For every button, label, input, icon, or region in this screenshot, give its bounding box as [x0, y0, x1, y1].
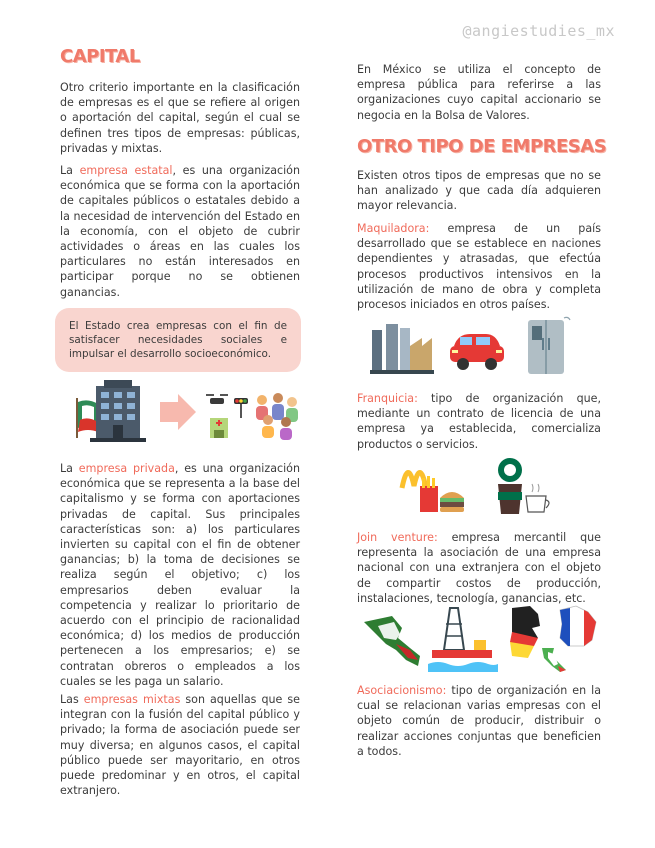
joint-venture-illustration: [362, 604, 600, 674]
asociacionismo-paragraph: Asociacionismo: tipo de organización en la cual se relacionan varias empresas con el objeto común de producir, distribuir o realizar acciones conjuntas que beneficien a todos.: [357, 684, 601, 758]
arrow-right-icon: [160, 394, 196, 430]
maquiladora-term: Maquiladora:: [357, 222, 430, 235]
privada-term: empresa privada: [78, 462, 175, 475]
mixtas-paragraph: Las empresas mixtas son aquellas que se integran con la fusión del capital público y privado; la forma de asociación puede ser muy diversa; en algunos casos, el capital público puede ser mayoritario, en otros puede predominar y en otros, el capital extranjero.: [60, 693, 300, 798]
government-building-icon: [90, 380, 146, 442]
callout-text: El Estado crea empresas con el fin de satisfacer necesidades sociales e impulsar el desarrollo socioeconómico.: [69, 320, 287, 361]
flag-icon: [76, 398, 98, 438]
car-icon: [450, 334, 504, 370]
refrigerator-icon: [528, 317, 570, 374]
germany-map-icon: [510, 606, 540, 658]
capital-intro: Otro criterio importante en la clasificación de empresas es el que se refiere al origen o aportación del capital, según el cual se definen tres tipos de empresas: públicas, privadas y mixtas.: [60, 81, 300, 155]
otro-tipo-heading: OTRO TIPO DE EMPRESAS: [357, 136, 607, 157]
mexico-map-icon: [364, 616, 420, 666]
estatal-term: empresa estatal: [79, 164, 173, 177]
watermark: @angiestudies_mx: [462, 22, 615, 40]
capital-heading: CAPITAL: [60, 46, 140, 67]
franquicia-paragraph: Franquicia: tipo de organización que, mediante un contrato de licencia de una empresa ya establecida, comercializa productos o servicios.: [357, 392, 601, 451]
people-group-icon: [256, 393, 298, 440]
drone-icon: [206, 394, 228, 404]
oil-rig-icon: [428, 608, 498, 672]
italy-map-icon: [542, 648, 566, 672]
joint-venture-term: Join venture:: [357, 531, 438, 544]
mixtas-term: empresas mixtas: [83, 693, 181, 706]
coffee-icon: [498, 458, 549, 514]
state-enterprise-illustration: [68, 380, 300, 446]
factory-icon: [370, 324, 434, 374]
asociacionismo-term: Asociacionismo:: [357, 684, 447, 697]
maquiladora-illustration: [370, 316, 580, 378]
joint-venture-paragraph: Join venture: empresa mercantil que representa la asociación de una empresa nacional con una extranjera con el objeto de compartir costos de producción, instalaciones, tecnología, ganancias, etc.: [357, 531, 601, 605]
maquiladora-paragraph: Maquiladora: empresa de un país desarrollado que se establece en naciones dependientes y atrasadas, que efectúa procesos productivos intensivos en la utilización de mano de obra y completa procesos iniciados en otros países.: [357, 222, 601, 312]
franquicia-illustration: [398, 456, 558, 518]
france-map-icon: [560, 606, 596, 646]
estatal-paragraph: La empresa estatal, es una organización económica que se forma con la aportación de capitales públicos o estatales debido a la necesidad de intervención del Estado en la economía, con el objeto de cubrir actividades o áreas en las cuales los particulares no están interesados en participar porque no se obtienen ganancias.: [60, 164, 300, 299]
traffic-light-icon: [234, 398, 248, 418]
privada-paragraph: La empresa privada, es una organización económica que se representa a la base del capitalismo y se forma con aportaciones privadas de capital. Sus principales características son: a) los particulares invierten su capital con el fin de obtener ganancias; b) la toma de decisiones se realiza según el objetivo; c) los empresarios deben evaluar la competencia y realizar lo prioritario de acuerdo con el principio de racionalidad económica; d) los medios de producción pertenecen a los empresarios; e) se contratan obreros o empleados a los cuales se les paga un salario.: [60, 462, 300, 688]
otro-tipo-intro: Existen otros tipos de empresas que no se han analizado y que cada día adquieren mayor relevancia.: [357, 169, 601, 213]
franquicia-term: Franquicia:: [357, 392, 418, 405]
fast-food-icon: [402, 472, 464, 512]
estado-callout: [55, 308, 301, 372]
mexico-paragraph: En México se utiliza el concepto de empresa pública para referirse a las organizaciones cuyo capital accionario se negocia en la Bolsa de Valores.: [357, 63, 601, 122]
hospital-icon: [210, 418, 228, 438]
